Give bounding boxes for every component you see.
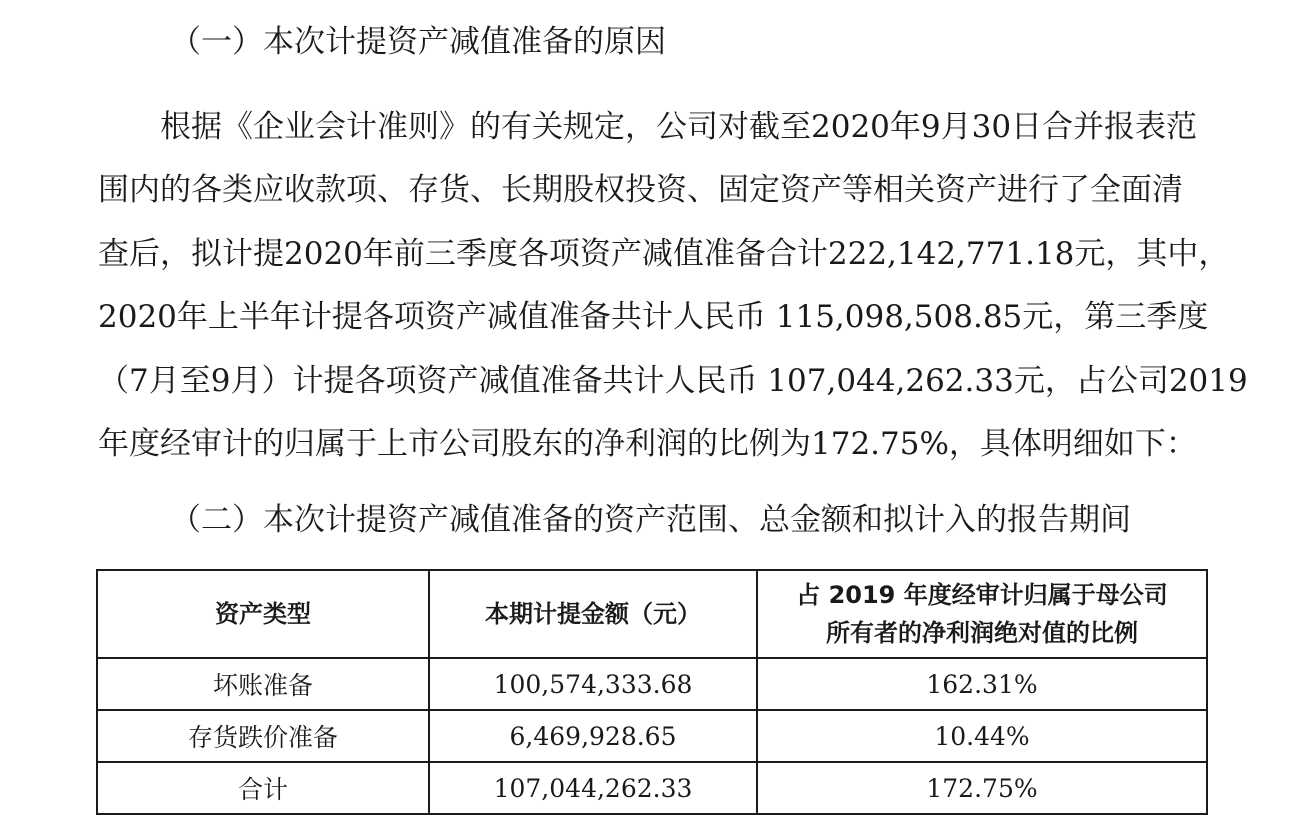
cell-ratio: 162.31% (757, 658, 1207, 710)
cell-amount: 107,044,262.33 (429, 762, 757, 814)
cell-asset-type: 合计 (97, 762, 429, 814)
table-total-row (97, 762, 1207, 814)
paragraph-line-4: 2020年上半年计提各项资产减值准备共计人民币 115,098,508.85元，第三季度 (98, 299, 1209, 335)
cell-asset-type: 存货跌价准备 (97, 710, 429, 762)
impairment-table (96, 569, 1208, 815)
paragraph-line-2: 围内的各类应收款项、存货、长期股权投资、固定资产等相关资产进行了全面清 (98, 172, 1183, 208)
cell-amount: 100,574,333.68 (429, 658, 757, 710)
header-ratio-line-1: 占 2019 年度经审计归属于母公司 (796, 581, 1168, 609)
header-asset-type: 资产类型 (97, 570, 429, 658)
header-ratio (757, 570, 1207, 658)
cell-ratio: 172.75% (757, 762, 1207, 814)
table-header-row (97, 570, 1207, 658)
section-2-heading: （二）本次计提资产减值准备的资产范围、总金额和拟计入的报告期间 (170, 502, 1131, 538)
cell-asset-type: 坏账准备 (97, 658, 429, 710)
cell-amount: 6,469,928.65 (429, 710, 757, 762)
paragraph-line-1: 根据《企业会计准则》的有关规定，公司对截至2020年9月30日合并报表范 (160, 109, 1198, 145)
cell-ratio: 10.44% (757, 710, 1207, 762)
table-row (97, 658, 1207, 710)
paragraph-line-3: 查后，拟计提2020年前三季度各项资产减值准备合计222,142,771.18元，其中， (98, 236, 1230, 272)
header-ratio-line-2: 所有者的净利润绝对值的比例 (826, 619, 1138, 647)
table-row (97, 710, 1207, 762)
section-1-heading: （一）本次计提资产减值准备的原因 (170, 24, 666, 60)
header-amount: 本期计提金额（元） (429, 570, 757, 658)
paragraph-line-5: （7月至9月）计提各项资产减值准备共计人民币 107,044,262.33元，占公司2019 (98, 363, 1248, 399)
paragraph-line-6: 年度经审计的归属于上市公司股东的净利润的比例为172.75%，具体明细如下： (98, 426, 1197, 462)
